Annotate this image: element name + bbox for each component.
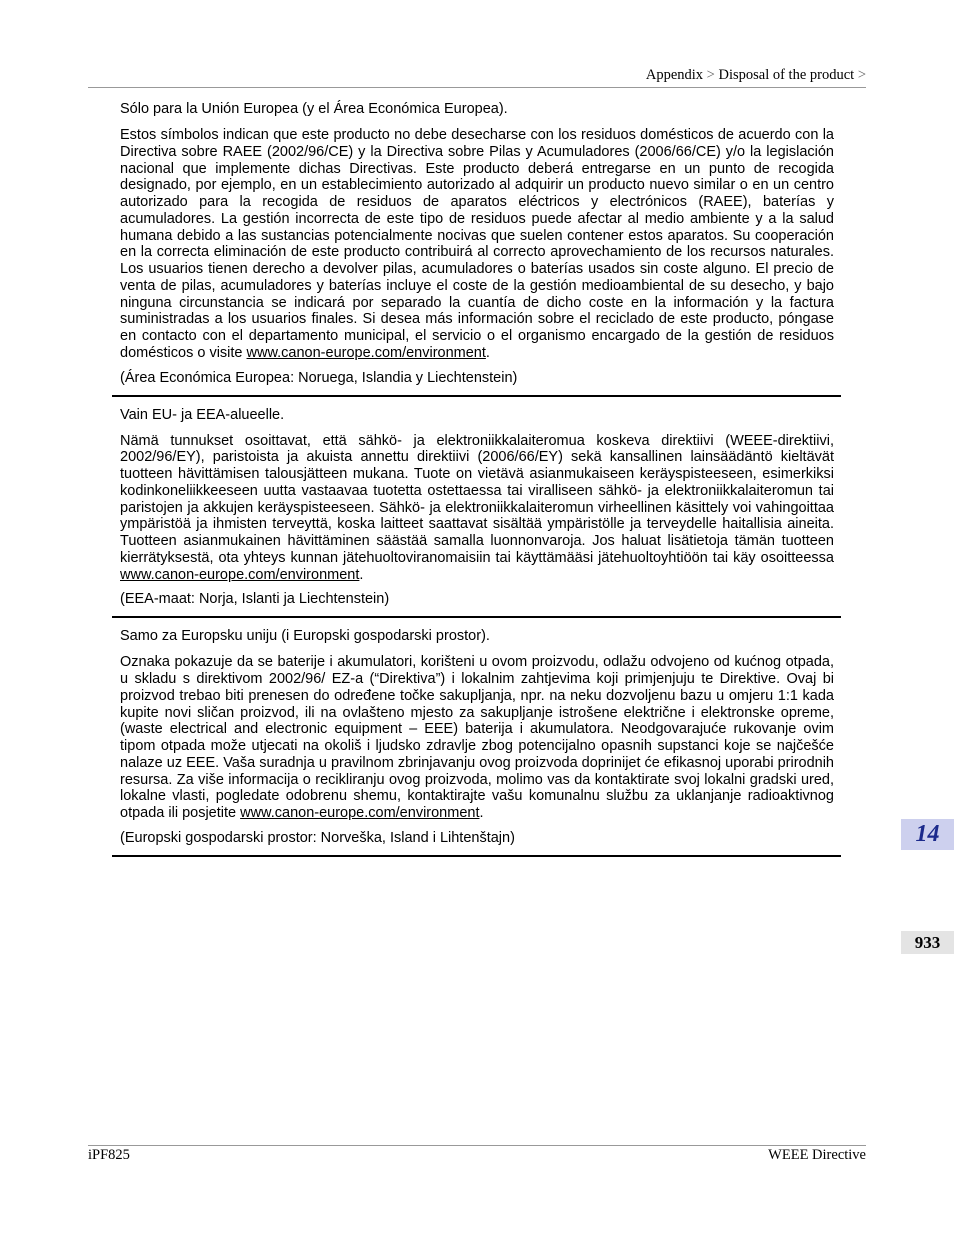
section-body-text: Estos símbolos indican que este producto no debe desecharse con los residuos domésticos de acuerdo con la Directiva sobre RAEE (2002/96/CE) y la Directiva sobre Pilas y Acumuladores (2006/66/CE) y/o la legislación nacional que implemente dichas Directivas. Este producto deberá entregarse en un punto de recogida designado, por ejemplo, en un establecimiento autorizado al adquirir un producto nuevo similar o en un centro autorizado para la recogida de residuos de aparatos eléctricos y electrónicos (RAEE), baterías y acumuladores. La gestión incorrecta de este tipo de residuos puede afectar al medio ambiente y a la salud humana debido a las sustancias potencialmente nocivas que suelen contener estos aparatos. Su cooperación en la correcta eliminación de este producto contribuirá al correcto aprovechamiento de los recursos naturales. Los usuarios tienen derecho a devolver pilas, acumuladores o baterías usados sin coste alguno. El precio de venta de pilas, acumuladores y baterías incluye el coste de la gestión medioambiental de su desecho, y bajo ninguna circunstancia se indicará por separado la cuantía de dicho coste en la información y la factura suministradas a los usuarios finales. Si desea más información sobre el reciclado de este producto, póngase en contacto con el departamento municipal, el servicio o el organismo encargado de la gestión de residuos domésticos o visite [120,127,834,361]
section-body-text: Nämä tunnukset osoittavat, että sähkö- ja elektroniikkalaiteromua koskeva direktiivi (WEEE-direktiivi, 2002/96/EY), paristoista ja akuista annettu direktiivi (2006/66/EY) sekä kansallinen lainsäädäntö kieltävät tuotteen hävittämisen talousjätteen mukana. Tuote on vietävä asianmukaiseen keräyspisteeseen, esimerkiksi kodinkoneliikkeeseen uutta vastaavaa tuotetta ostettaessa tai viralliseen sähkö- ja elektroniikkalaiteromun tai paristojen ja akkujen keräyspisteeseen. Sähkö- ja elektroniikkalaiteromun virheellinen käsittely voi vahingoittaa ympäristöä ja ihmisten terveyttä, koska laitteet saattavat sisältää ympäristölle ja terveydelle haitallisia aineita. Tuotteen asianmukainen hävittäminen säästää samalla luonnonvaroja. Jos haluat lisätietoja tämän tuotteen kierrätyksestä, ota yhteys kunnan jätehuoltoviranomaisiin tai käyttämääsi jätehuoltoyhtiöön tai käy osoitteessa [120,432,834,566]
breadcrumb-appendix[interactable]: Appendix [645,67,704,83]
breadcrumb-disposal[interactable]: Disposal of the product [718,67,855,83]
section-spanish [120,101,834,387]
section-divider [112,616,841,618]
page-number: 933 [901,931,954,954]
section-title: Vain EU- ja EEA-alueelle. [120,406,285,423]
header-divider [88,87,866,88]
environment-link[interactable]: www.canon-europe.com/environment [120,566,360,583]
footer-section-title: WEEE Directive [768,1147,866,1163]
section-divider [112,855,841,857]
section-title: Sólo para la Unión Europea (y el Área Económica Europea). [120,101,508,117]
section-note: (EEA-maat: Norja, Islanti ja Liechtenstein) [120,591,390,608]
section-croatian [120,628,834,847]
section-note: (Área Económica Europea: Noruega, Islandia y Liechtenstein) [120,369,518,386]
footer-divider [88,1145,866,1146]
section-title: Samo za Europsku uniju (i Europski gospodarski prostor). [120,628,490,645]
environment-link[interactable]: www.canon-europe.com/environment [240,805,480,821]
breadcrumb-separator: > [857,67,866,83]
breadcrumb [646,67,866,84]
section-body-text: Oznaka pokazuje da se baterije i akumulatori, korišteni u ovom proizvodu, odlažu odvojeno od kućnog otpada, u skladu s direktivom 2002/96/ EZ-a (“Direktiva”) i lokalnim zahtjevima koji primjenjuju te Direktive. Ovaj bi proizvod trebao biti prenesen do određene točke sakupljanja, npr. na neku dozvoljenu bazu u omjeru 1:1 kada kupite novi sličan proizvod, ili na ovlašteno mjesto za sakupljanje istrošene električne i elektronske opreme, (waste electrical and electronic equipment – EEE) baterija i akumulatora. Neodgovarajuće rukovanje ovim tipom otpada može utjecati na okoliš i ljudsko zdravlje zbog potencijalno opasnih supstanci koje se najčešće nalaze uz EEE. Vaša suradnja u pravilnom zbrinjavanju ovog proizvoda doprinijet će efikasnoj uporabi prirodnih resursa. Za više informacija o recikliranju ovog proizvoda, molimo vas da kontaktirate svoj lokalni gradski ured, lokalne vlasti, pogledate odobrenu shemu, kontaktirajte vašu komunalnu službu za uklanjanje radioaktivnog otpada ili posjetite [120,654,834,821]
link-suffix: . [485,344,490,361]
breadcrumb-separator: > [706,67,715,83]
chapter-tab[interactable]: 14 [901,819,954,850]
link-suffix: . [479,805,484,821]
section-body [120,654,834,822]
section-body [120,127,834,362]
environment-link[interactable]: www.canon-europe.com/environment [246,344,486,361]
section-divider [112,395,841,397]
page-content [120,101,834,867]
section-body [120,433,834,584]
footer-model: iPF825 [88,1147,130,1163]
section-finnish [120,407,834,609]
link-suffix: . [359,566,364,583]
section-note: (Europski gospodarski prostor: Norveška, Island i Lihtenštajn) [120,829,515,846]
